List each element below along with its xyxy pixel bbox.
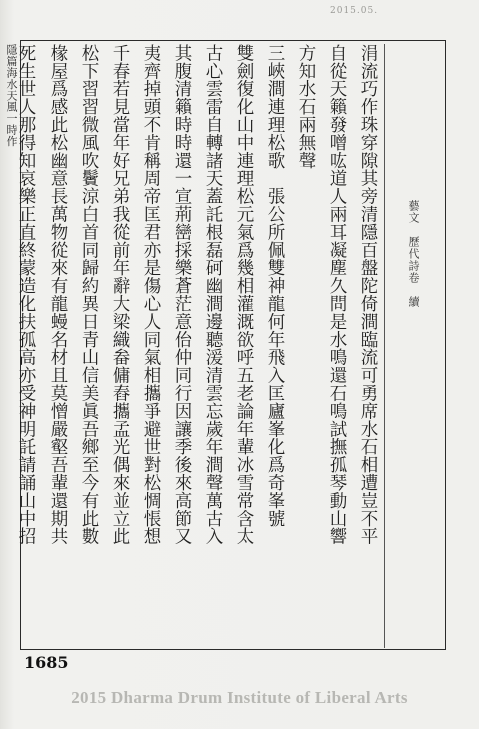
text-column-10: 松下習習微風吹鬢涼白首同歸約異日青山信美眞吾鄉至今有此數 [79, 44, 99, 546]
watermark: 2015 Dharma Drum Institute of Liberal Arts [71, 688, 408, 707]
text-column-11: 椽屋爲感此松幽意長萬物從來有龍蟃名材且莫憎嚴壑吾輩還期共 [48, 44, 68, 546]
text-column-2: 自從天籟發噌吰道人兩耳凝塵久問是水鳴還石鳴試撫孤琴動山響 [327, 44, 347, 546]
side-note: 歷代詩卷 續 [407, 236, 420, 308]
text-column-3: 方知水石兩無聲 [296, 44, 316, 170]
text-column-6: 古心雲雷自轉諸天蓋託根磊砢幽澗邊聽湲清雲忘歲年澗聲萬古入 [203, 44, 223, 546]
text-column-8: 夷齊掉頭不肯稱周帝匡君亦是傷心人同氣相攜爭避世對松惆悵想 [141, 44, 161, 546]
text-column-7: 其腹清籟時時還一宣荊巒採樂蒼茫意佁仲同行因讓季後來高節又 [172, 44, 192, 546]
section-title: 藝文 [407, 200, 420, 224]
text-column-9: 千春若見當年好兄弟我從前年辭大梁織畚傭舂攜孟光偶來並立此 [110, 44, 130, 546]
section-header [404, 200, 422, 308]
margin-strip [384, 44, 415, 648]
text-column-1: 涓流巧作珠穿隙其旁清隱百盤陀倚澗臨流可勇席水石相遭豈不平 [358, 44, 378, 546]
text-column-12: 死生世人那得知哀樂正直終蒙造化扶孤高亦受神明託請誦山中招 [16, 44, 36, 546]
text-column-4: 三峽澗連理松歌 張公所佩雙神龍何年飛入匡廬峯化爲奇峯號 [265, 44, 285, 528]
top-mark: 2015.05. [330, 6, 379, 16]
text-column-tail: 隱篇海水天風一時作 [5, 44, 18, 147]
page-number: 1685 [24, 653, 69, 672]
text-column-5: 雙劍復化山中連理松元氣爲幾相灌溉欲呼五老論年輩冰雪常含太 [234, 44, 254, 546]
